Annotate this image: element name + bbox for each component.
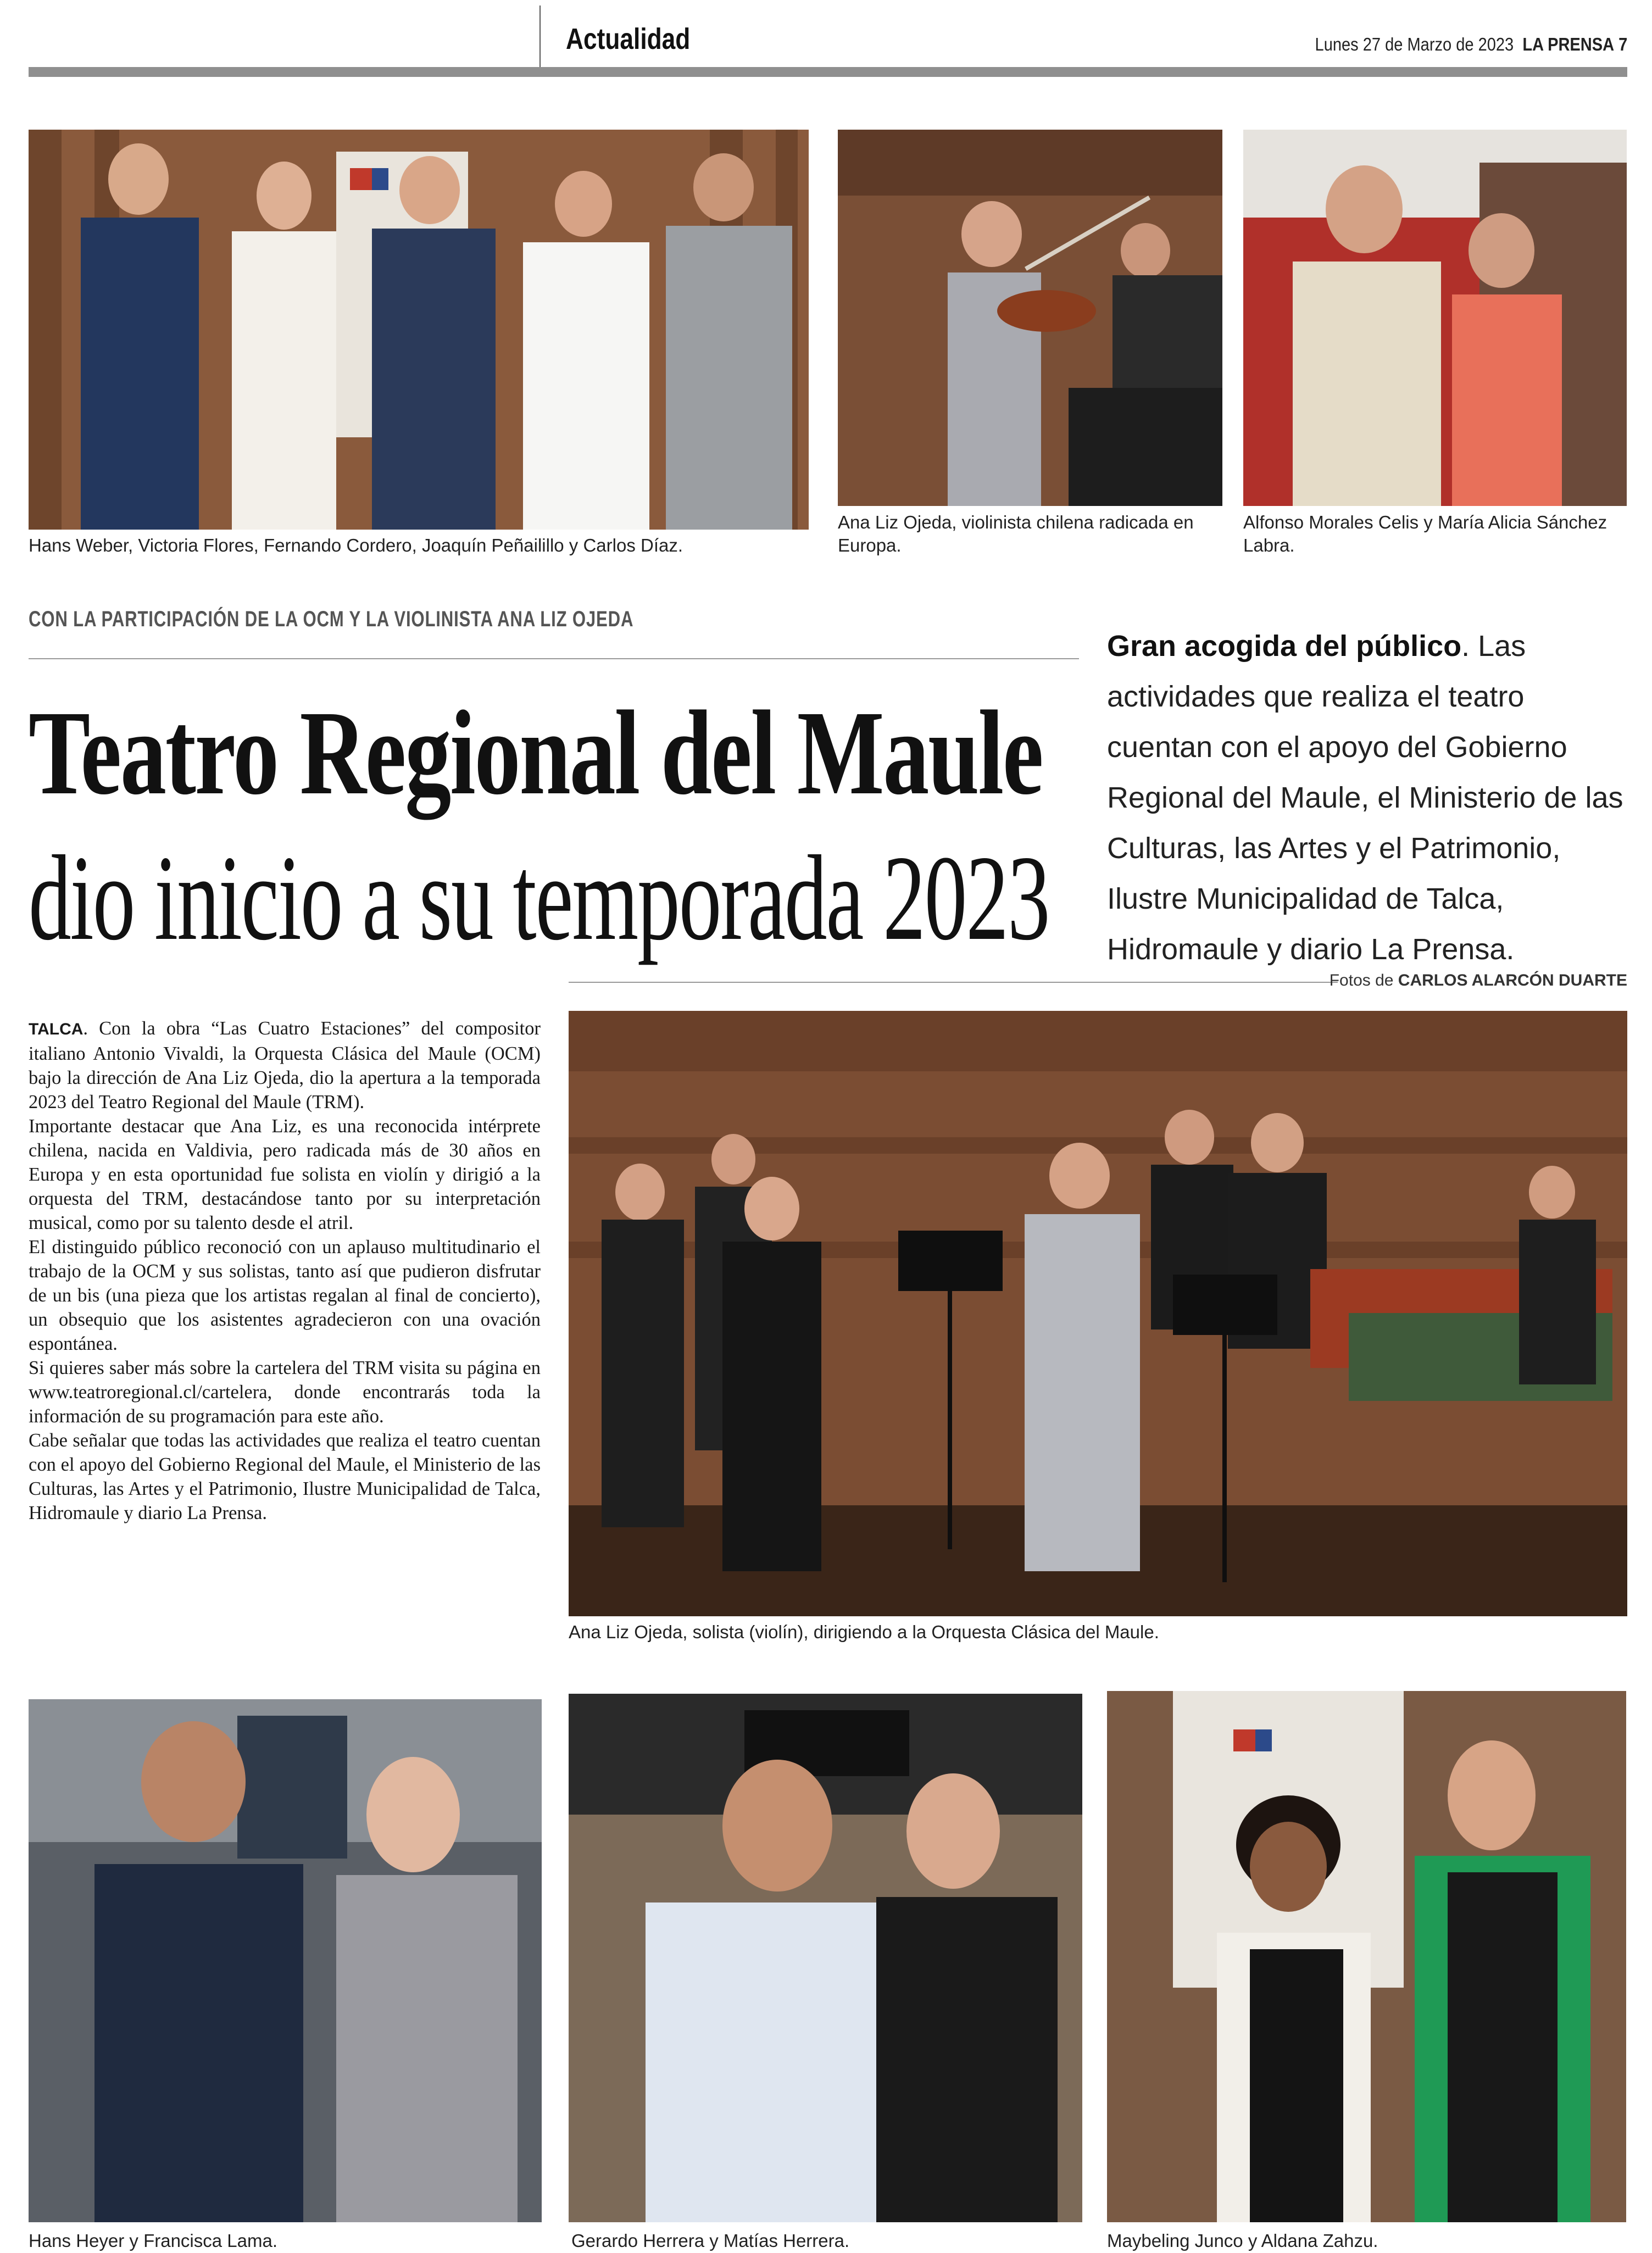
headline-line-1: Teatro Regional del Maule	[29, 686, 1043, 820]
article-deck	[1107, 621, 1629, 975]
header-divider	[539, 5, 541, 67]
caption-violinist: Ana Liz Ojeda, violinista chilena radicada en Europa.	[838, 512, 1194, 555]
dateline: TALCA	[29, 1020, 84, 1038]
caption-hans-francisca: Hans Heyer y Francisca Lama.	[29, 2230, 277, 2251]
photo-hans-francisca	[29, 1699, 542, 2222]
caption-maybeling-aldana: Maybeling Junco y Aldana Zahzu.	[1107, 2230, 1378, 2251]
photo-gerardo-matias	[569, 1694, 1082, 2222]
photo-couple	[1243, 130, 1627, 506]
deck-text: . Las actividades que realiza el teatro cuentan con el apoyo del Gobierno Regional del Maule, el Ministerio de las Culturas, las Artes y el Patrimonio, Ilustre Municipalidad de Talca, Hidromaule y diario La Prensa.	[1107, 630, 1623, 966]
page-number: 7	[1618, 34, 1627, 54]
headline-line-2: dio inicio a su temporada 2023	[29, 831, 1049, 966]
photo-orchestra	[569, 1011, 1627, 1616]
article-body	[29, 1016, 541, 1525]
issue-date: Lunes 27 de Marzo de 2023	[1315, 34, 1514, 54]
section-name: Actualidad	[566, 23, 691, 55]
article-kicker: CON LA PARTICIPACIÓN DE LA OCM Y LA VIOLINISTA ANA LIZ OJEDA	[29, 607, 634, 631]
photo-maybeling-aldana	[1107, 1691, 1626, 2222]
header-bar	[29, 67, 1627, 77]
credit-name: CARLOS ALARCÓN DUARTE	[1398, 971, 1627, 989]
photo-violinist	[838, 130, 1222, 506]
paragraph-2: Importante destacar que Ana Liz, es una reconocida intérprete chilena, nacida en Valdivia, pero radicada más de 30 años en Europa y en esta oportunidad fue solista en violín y dirigió a la orquesta del TRM, destacándose tanto por su interpretación musical, como por su talento desde el atril.	[29, 1116, 541, 1233]
caption-gerardo-matias: Gerardo Herrera y Matías Herrera.	[571, 2230, 850, 2251]
paragraph-1	[29, 1016, 541, 1114]
deck-lead: Gran acogida del público	[1107, 630, 1462, 663]
photo-group-five	[29, 130, 809, 530]
paragraph-1-text: . Con la obra “Las Cuatro Estaciones” del compositor italiano Antonio Vivaldi, la Orquesta Clásica del Maule (OCM) bajo la dirección de Ana Liz Ojeda, dio la apertura a la temporada 2023 del Teatro Regional del Maule (TRM).	[29, 1018, 541, 1112]
photo-credit-rule	[569, 982, 1338, 983]
photo-credit	[1330, 971, 1627, 990]
header-dateline	[1315, 34, 1627, 55]
paragraph-5: Cabe señalar que todas las actividades que realiza el teatro cuentan con el apoyo del Gobierno Regional del Maule, el Ministerio de las Culturas, las Artes y el Patrimonio, Ilustre Municipalidad de Talca, Hidromaule y diario La Prensa.	[29, 1430, 541, 1523]
paragraph-3: El distinguido público reconoció con un aplauso multitudinario el trabajo de la OCM y sus solistas, tanto así que pudieron disfrutar de un bis (una pieza que los artistas regalan al final de concierto), un obsequio que los asistentes agradecieron con una ovación espontánea.	[29, 1237, 541, 1354]
kicker-rule	[29, 658, 1079, 659]
caption-couple: Alfonso Morales Celis y María Alicia Sánchez Labra.	[1243, 512, 1607, 555]
credit-prefix: Fotos de	[1329, 971, 1394, 989]
caption-orchestra: Ana Liz Ojeda, solista (violín), dirigiendo a la Orquesta Clásica del Maule.	[569, 1622, 1159, 1642]
paragraph-4: Si quieres saber más sobre la cartelera del TRM visita su página en www.teatroregional.cl/cartelera, donde encontrarás toda la información de su programación para este año.	[29, 1358, 541, 1427]
paper-name: LA PRENSA	[1522, 34, 1614, 54]
caption-group-five: Hans Weber, Victoria Flores, Fernando Cordero, Joaquín Peñailillo y Carlos Díaz.	[29, 535, 683, 555]
